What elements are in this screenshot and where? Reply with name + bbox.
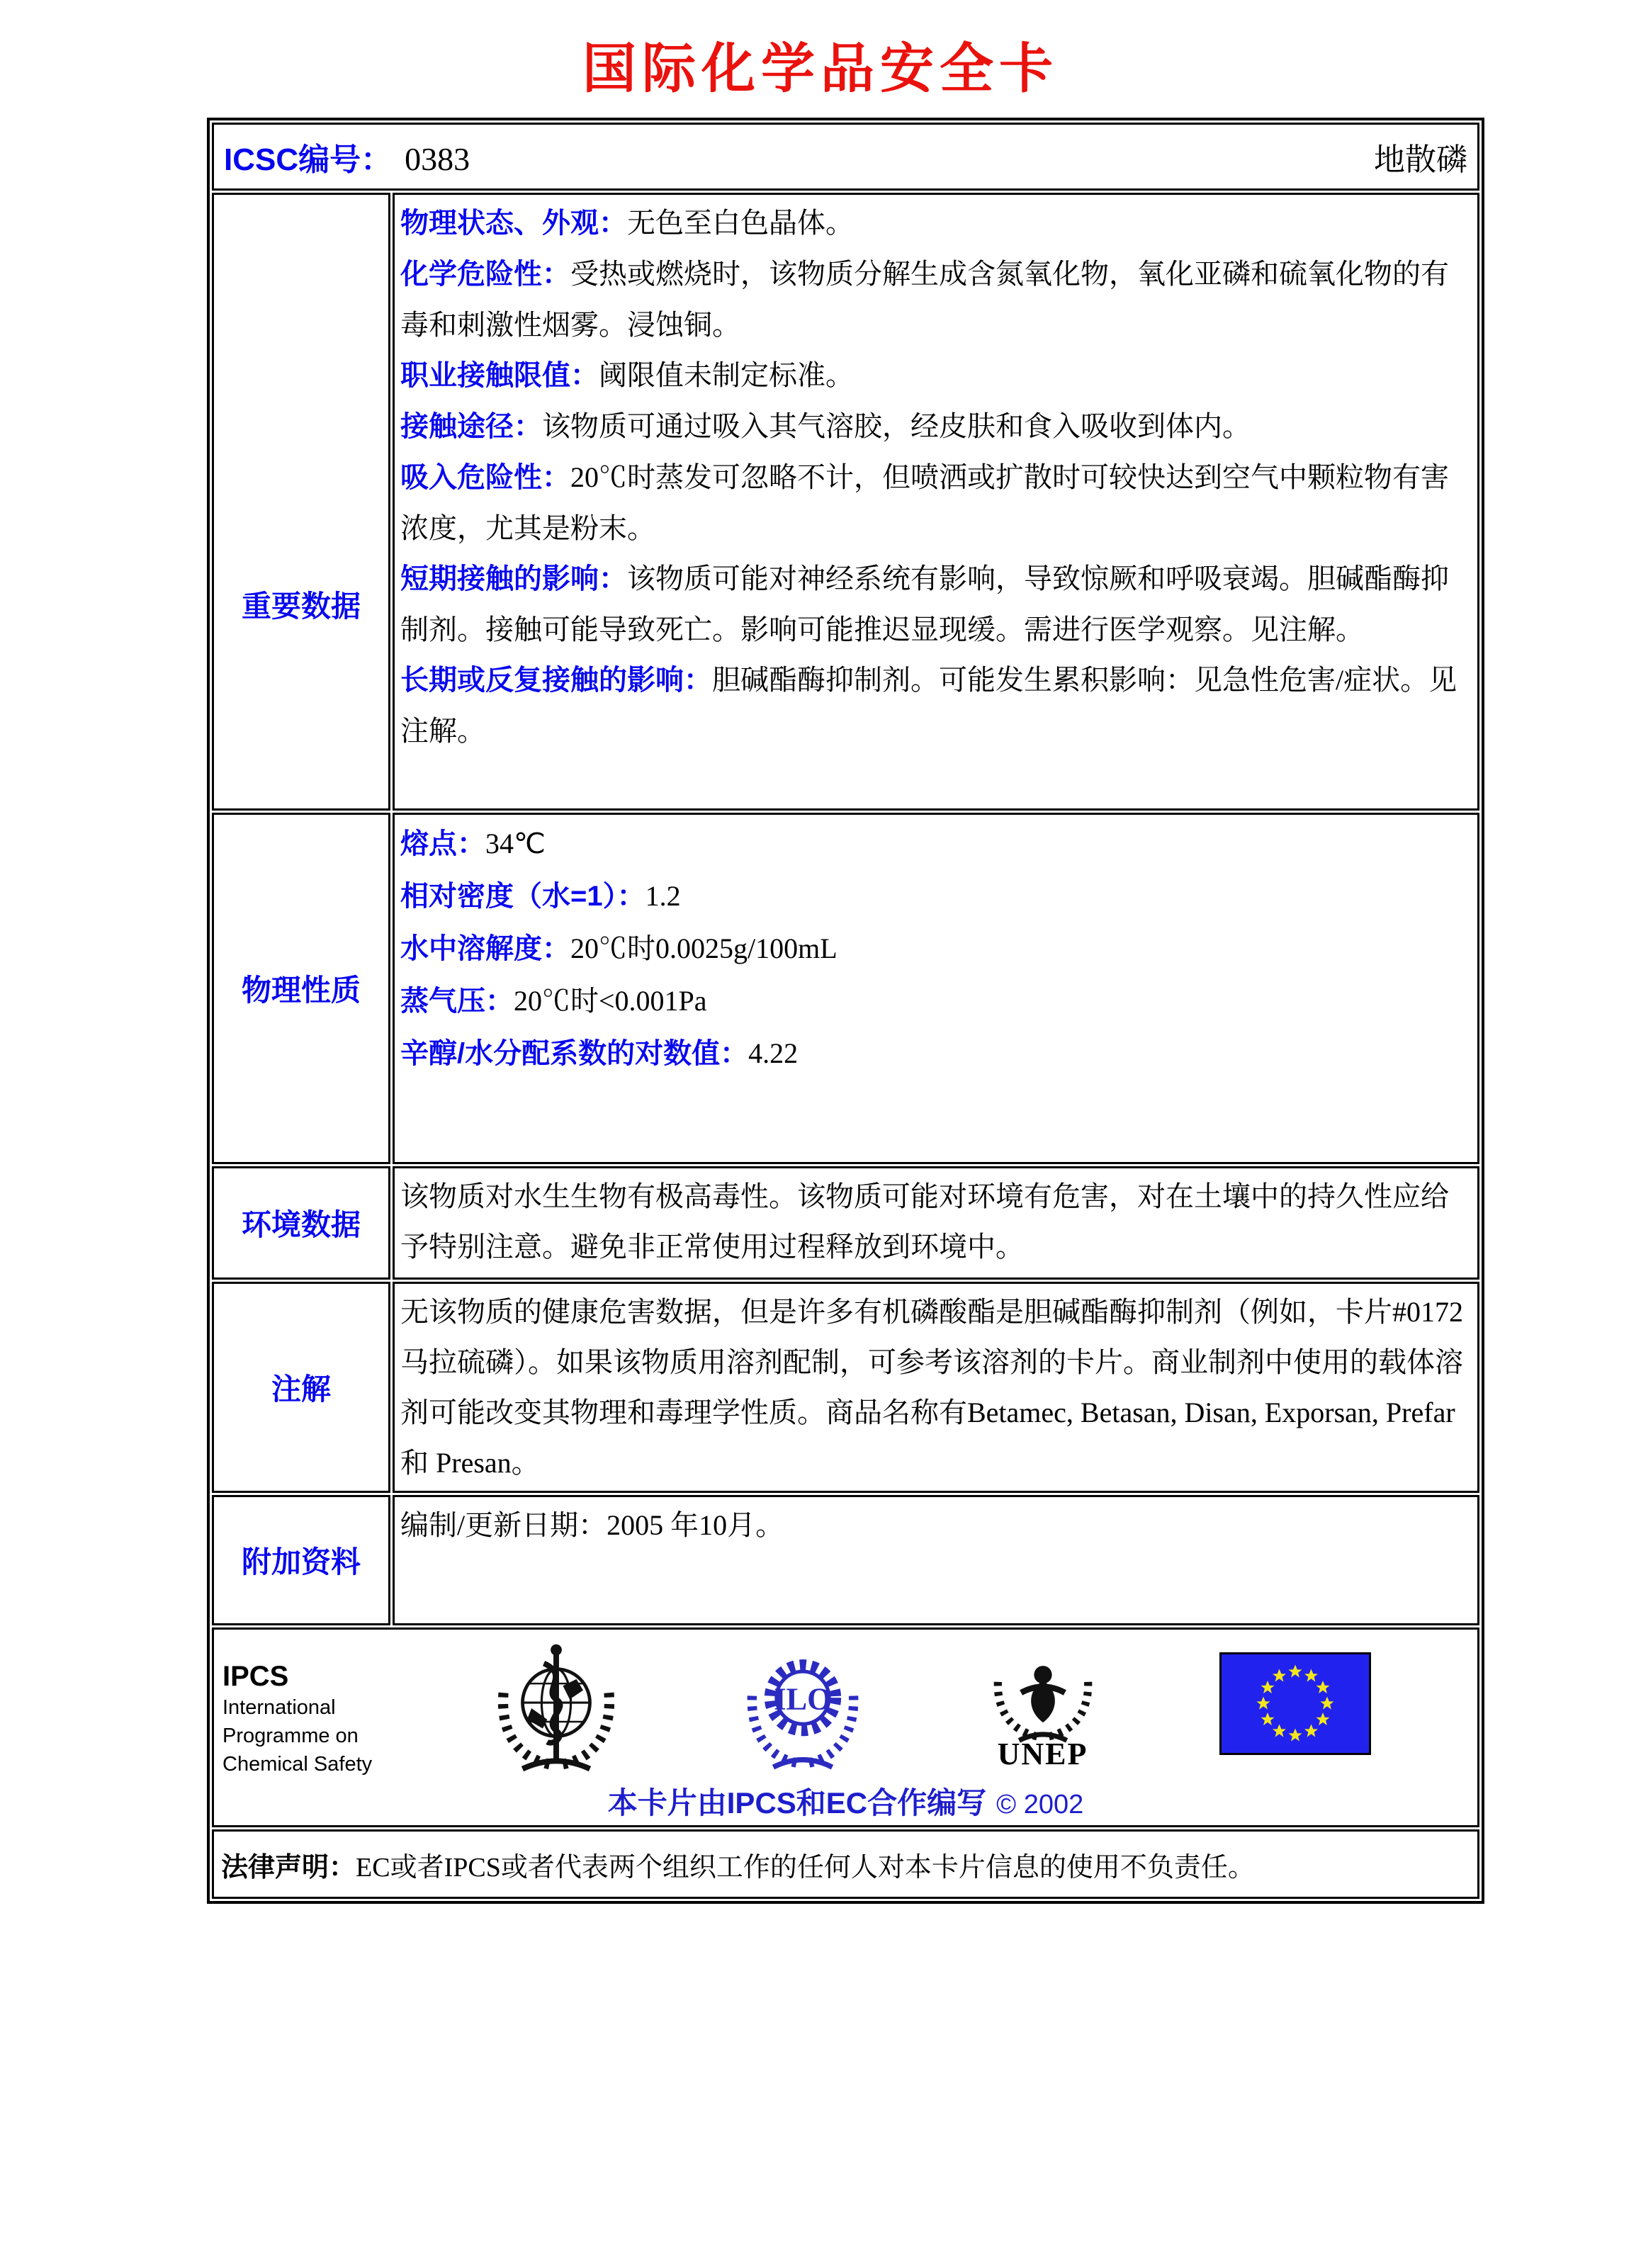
unep-logo-block: [983, 1641, 1103, 1770]
important-item: 化学危险性：受热或燃烧时，该物质分解生成含氮氧化物，氧化亚磷和硫氧化物的有毒和刺激性烟雾。浸蚀铜。: [400, 258, 1449, 341]
notes-row: [212, 1282, 1479, 1493]
icsc-number-value: 0383: [405, 141, 470, 177]
header-cell: [212, 123, 1479, 191]
page-title: 国际化学品安全卡: [582, 37, 1059, 100]
important-data-row: [212, 193, 1479, 811]
ipcs-line: Chemical Safety: [222, 1753, 373, 1776]
icsc-number-label: ICSC编号：: [224, 142, 393, 177]
physical-properties-row: [212, 813, 1479, 1164]
legal-label: 法律声明：: [221, 1852, 356, 1883]
section-label-environment: 环境数据: [212, 1166, 390, 1280]
svg-text:ILO: ILO: [774, 1681, 832, 1717]
physical-item: 蒸气压：20℃时<0.001Pa: [400, 985, 707, 1017]
section-label-additional: 附加资料: [212, 1495, 390, 1625]
ipcs-line: International: [222, 1696, 336, 1719]
physical-item: 水中溶解度：20℃时0.0025g/100mL: [400, 932, 838, 964]
ipcs-acronym: IPCS: [222, 1661, 289, 1692]
eu-flag: [1219, 1652, 1371, 1755]
cooperation-caption: [214, 1780, 1477, 1822]
important-item: 长期或反复接触的影响：胆碱酯酶抑制剂。可能发生累积影响：见急性危害/症状。见注解。: [400, 664, 1457, 747]
section-label-important: 重要数据: [212, 193, 390, 811]
physical-item: 相对密度（水=1）：1.2: [400, 880, 681, 912]
environment-data-content: 该物质对水生生物有极高毒性。该物质可能对环境有危害，对在土壤中的持久性应给予特别注意。避免非正常使用过程释放到环境中。: [393, 1166, 1479, 1280]
ilo-logo: [740, 1641, 866, 1776]
icsc-card-table: [207, 118, 1484, 1904]
additional-info-content: 编制/更新日期：2005 年10月。: [393, 1495, 1479, 1625]
physical-properties-content: [393, 813, 1479, 1164]
ipcs-text-block: [222, 1641, 372, 1778]
legal-cell: [212, 1829, 1479, 1899]
important-item: 物理状态、外观：无色至白色晶体。: [400, 207, 854, 239]
eu-flag-block: [1219, 1641, 1371, 1755]
chemical-name: 地散磷: [1374, 142, 1467, 177]
ipcs-line: Programme on: [222, 1725, 359, 1747]
important-item: 职业接触限值：阈限值未制定标准。: [400, 359, 854, 391]
section-label-notes: 注解: [212, 1282, 390, 1493]
important-item: 吸入危险性：20℃时蒸发可忽略不计，但喷洒或扩散时可较快达到空气中颗粒物有害浓度，尤其是粉末。: [400, 461, 1449, 544]
important-data-content: [393, 193, 1479, 811]
legal-row: [212, 1829, 1479, 1899]
physical-item: 熔点：34℃: [400, 828, 546, 859]
legal-text: EC或者IPCS或者代表两个组织工作的任何人对本卡片信息的使用不负责任。: [356, 1852, 1255, 1883]
physical-item: 辛醇/水分配系数的对数值：4.22: [400, 1037, 799, 1069]
copyright-text: © 2002: [996, 1790, 1084, 1820]
additional-info-row: [212, 1495, 1479, 1625]
unep-label: UNEP: [997, 1737, 1088, 1771]
header-row: [212, 123, 1479, 191]
unep-logo: [983, 1641, 1103, 1744]
icsc-number-group: [224, 134, 470, 179]
notes-content: 无该物质的健康危害数据，但是许多有机磷酸酯是胆碱酯酶抑制剂（例如，卡片#0172 马拉硫磷）。如果该物质用溶剂配制，可参考该溶剂的卡片。商业制剂中使用的载体溶剂可能改变其物理和毒理学性质。商品名称有Betamec, Betasan, Disan, Exporsan, Prefar和 Presan。: [393, 1282, 1479, 1493]
environment-data-row: [212, 1166, 1479, 1280]
important-item: 接触途径：该物质可通过吸入其气溶胶，经皮肤和食入吸收到体内。: [400, 410, 1251, 442]
who-logo: [489, 1641, 624, 1776]
logos-cell: [212, 1627, 1479, 1827]
logos-row: [212, 1627, 1479, 1827]
caption-text: 本卡片由IPCS和EC合作编写: [607, 1786, 987, 1820]
important-item: 短期接触的影响：该物质可能对神经系统有影响，导致惊厥和呼吸衰竭。胆碱酯酶抑制剂。接触可能导致死亡。影响可能推迟显现缓。需进行医学观察。见注解。: [400, 563, 1449, 645]
section-label-physical: 物理性质: [212, 813, 390, 1164]
